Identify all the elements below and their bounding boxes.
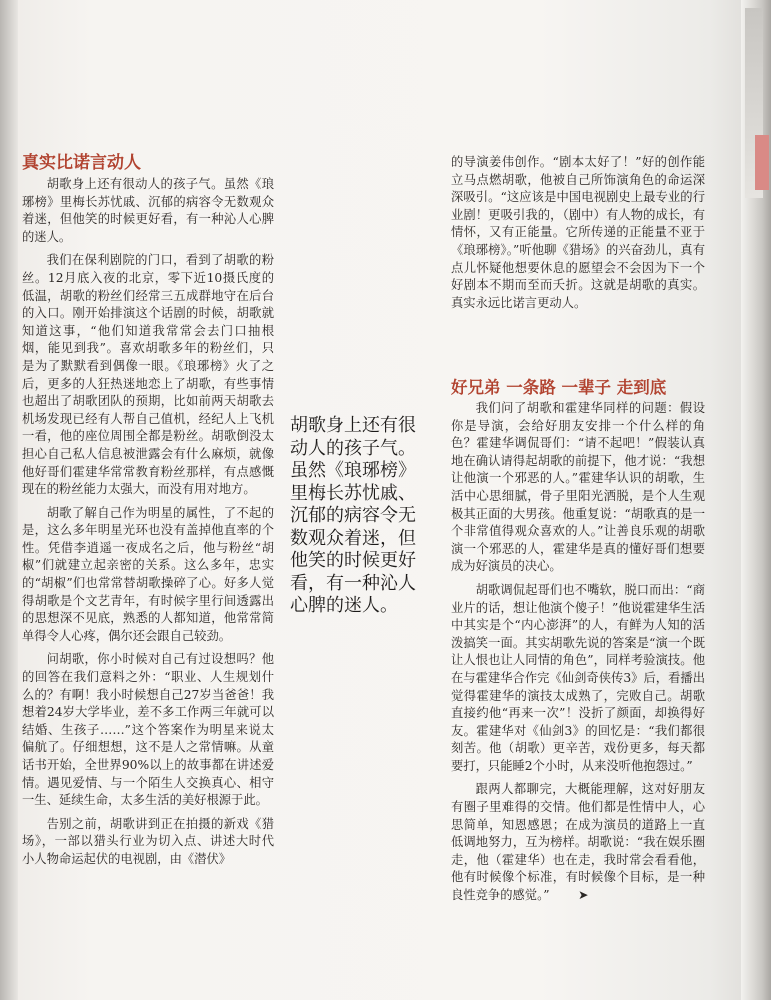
left-paragraph-2: 我们在保利剧院的门口，看到了胡歌的粉丝。12月底入夜的北京，零下近10摄氏度的低温，胡歌的粉丝们经常三五成群地守在后台的入口。刚开始排演这个话剧的时候，胡歌就知道这事，“他们知道我常常会去门口抽根烟，能见到我”。喜欢胡歌多年的粉丝们，只是为了默默看到偶像一眼。《琅琊榜》火了之后，更多的人狂热迷地恋上了胡歌，有些事情也超出了胡歌团队的预期，比如前两天胡歌去机场发现已经有人帮自己值机，经纪人上飞机一看，他的座位周围全都是粉丝。胡歌倒没太担心自己私人信息被泄露会有什么麻烦，就像他好哥们霍建华常常教育粉丝那样，有点感慨现在的粉丝能力太强大，而没有用对地方。 bbox=[22, 253, 274, 497]
page-edge bbox=[741, 0, 771, 1000]
right-paragraph-3 bbox=[451, 781, 705, 904]
right-paragraph-1: 我们问了胡歌和霍建华同样的问题：假设你是导演，会给好朋友安排一个什么样的角色？霍建华调侃哥们：“请不起吧！”假装认真地在确认请得起胡歌的前提下，他才说：“我想让他演一个邪恶的人。”霍建华认识的胡歌，生活中心思细腻，骨子里阳光洒脱，是个人生观极其正面的大男孩。他重复说：“胡歌真的是一个非常值得观众喜欢的人。”让善良乐观的胡歌演一个邪恶的人，霍建华是真的懂好哥们想要成为好演员的决心。 bbox=[451, 401, 705, 574]
right-column-top bbox=[451, 154, 705, 318]
section-heading-right: 好兄弟 一条路 一辈子 走到底 bbox=[451, 378, 667, 397]
right-paragraph-3-text: 跟两人都聊完，大概能理解，这对好朋友有圈子里难得的交情。他们都是性情中人，心思简单，知恩感恩；在成为演员的道路上一直低调地努力，互为榜样。胡歌说：“我在娱乐圈走，他（霍建华）也在走，我时常会看看他，他有时候像个标准，有时候像个目标，是一种良性竞争的感觉。” bbox=[451, 782, 705, 903]
left-paragraph-4: 问胡歌，你小时候对自己有过设想吗？他的回答在我们意料之外：“职业、人生规划什么的？有啊！我小时候想自己27岁当爸爸！我想着24岁大学毕业，差不多工作两三年就可以结婚、生孩子……”这个答案作为明星来说太偏航了。仔细想想，这不是人之常情嘛。从童话书开始，全世界90%以上的故事都在讲述爱情。遇见爱情、与一个陌生人交换真心、相守一生、延续生命，太多生活的美好根源于此。 bbox=[22, 652, 274, 808]
left-paragraph-3: 胡歌了解自己作为明星的属性，了不起的是，这么多年明星光环也没有盖掉他直率的个性。凭借李逍遥一夜成名之后，他与粉丝“胡椒”们就建立起亲密的关系。这么多年，忠实的“胡椒”们也常常替胡歌操碎了心。好多人觉得胡歌是个文艺青年，有时候字里行间透露出的思想深不见底，熟悉的人都知道，他常常简单得令人心疼，偶尔还会跟自己较劲。 bbox=[22, 505, 274, 643]
right-lead-paragraph: 的导演姜伟创作。“剧本太好了！”好的创作能立马点燃胡歌，他被自己所饰演角色的命运深深吸引。“这应该是中国电视剧史上最专业的行业剧！更吸引我的，（剧中）有人物的成长，有情怀，又有正能量。它所传递的正能量不亚于《琅琊榜》。”听他聊《猎场》的兴奋劲儿，真有点儿怀疑他想要休息的愿望会不会因为下一个好剧本不期而至而夭折。这就是胡歌的真实。真实永远比诺言更动人。 bbox=[451, 155, 705, 310]
left-paragraph-5: 告别之前，胡歌讲到正在拍摄的新戏《猎场》，一部以猎头行业为切入点、讲述大时代小人物命运起伏的电视剧，由《潜伏》 bbox=[22, 816, 274, 866]
page-spine-shadow bbox=[0, 0, 18, 1000]
pull-quote: 胡歌身上还有很动人的孩子气。虽然《琅琊榜》里梅长苏忧戚、沉郁的病容令无数观众着迷，但他笑的时候更好看，有一种沁人心脾的迷人。 bbox=[290, 415, 416, 616]
left-paragraph-1: 胡歌身上还有很动人的孩子气。虽然《琅琊榜》里梅长苏忧戚、沉郁的病容令无数观众着迷，但他笑的时候更好看，有一种沁人心脾的迷人。 bbox=[22, 177, 274, 244]
right-paragraph-2: 胡歌调侃起哥们也不嘴软，脱口而出：“商业片的话，想让他演个傻子！”他说霍建华生活中其实是个“内心澎湃”的人，有鲜为人知的活泼搞笑一面。其实胡歌先说的答案是“演一个既让人恨也让人同情的角色”，同样考验演技。他在与霍建华合作完《仙剑奇侠传3》后，看播出觉得霍建华的演技太成熟了，完败自己。胡歌直接约他“再来一次”！没折了颜面，却换得好友。霍建华对《仙剑3》的回忆是：“我们都很刻苦。他（胡歌）更辛苦，戏份更多，每天都要打，只能睡2个小时，从来没听他抱怨过。” bbox=[451, 582, 705, 773]
section-heading-left: 真实比诺言动人 bbox=[22, 153, 141, 173]
continue-arrow-icon: ➤ bbox=[578, 888, 589, 903]
edge-red-marker bbox=[755, 135, 769, 190]
right-column-bottom bbox=[451, 400, 705, 911]
left-column bbox=[22, 176, 274, 875]
